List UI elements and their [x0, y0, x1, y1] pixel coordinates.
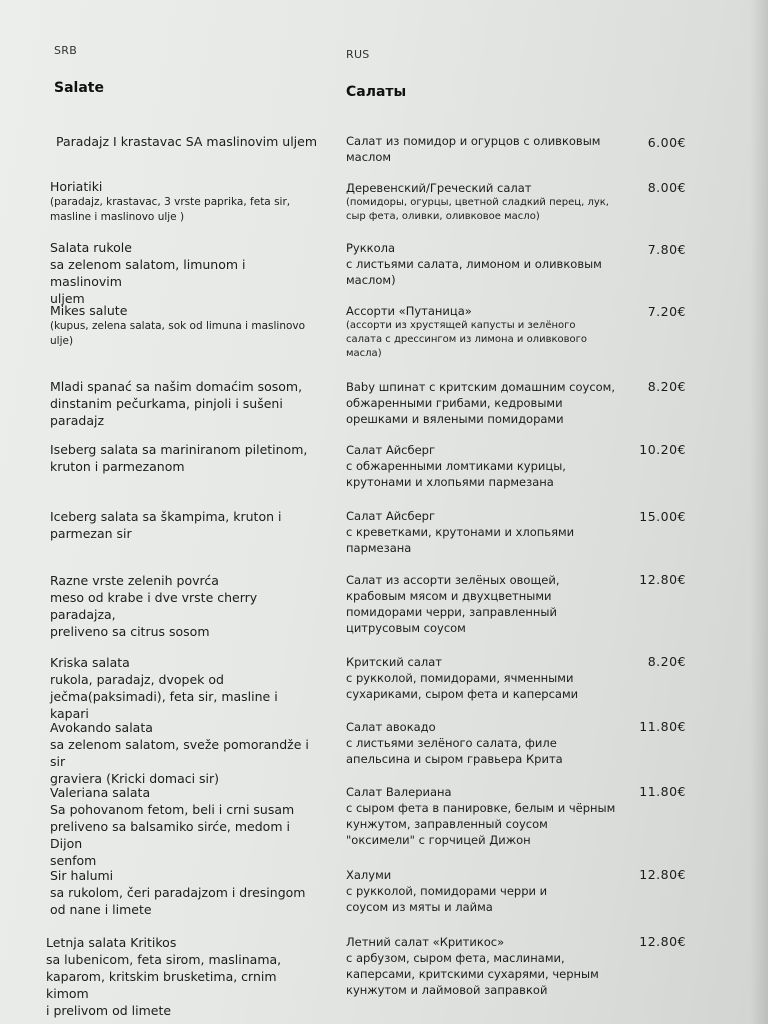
rus-dish-name: Baby шпинат с критским домашним соусом, [346, 380, 616, 394]
rus-text [346, 180, 616, 224]
srb-dish-name: Valeriana salata [50, 785, 151, 800]
rus-section-title: Салаты [346, 84, 407, 100]
srb-dish-name: Mladi spanać sa našim domaćim sosom, [50, 379, 303, 394]
rus-text [346, 240, 616, 288]
srb-dish-name: Salata rukole [50, 240, 132, 255]
rus-dish-name: Салат Айсберг [346, 443, 436, 457]
rus-dish-description: крабовым мясом и двухцветными помидорами черри, заправленный цитрусовым соусом [346, 589, 557, 635]
srb-section-title: Salate [54, 80, 104, 96]
rus-text [346, 654, 616, 702]
dish-price: 12.80€ [639, 934, 686, 949]
rus-text [346, 719, 616, 767]
srb-text [50, 572, 320, 640]
srb-text [50, 441, 320, 475]
srb-dish-description: sa rukolom, čeri paradajzom i dresingom od nane i limete [50, 885, 306, 917]
rus-dish-name: Салат Валериана [346, 785, 452, 799]
rus-dish-description: с обжаренными ломтиками курицы, крутонами и хлопьями пармезана [346, 459, 566, 489]
dish-price: 11.80€ [639, 784, 686, 799]
srb-dish-description: (paradajz, krastavac, 3 vrste paprika, feta sir, masline i maslinovo ulje ) [50, 196, 291, 223]
rus-dish-description: с арбузом, сыром фета, маслинами, каперсами, критскими сухарями, черным кунжутом и лаймовой заправкой [346, 951, 599, 997]
dish-price: 8.20€ [647, 654, 686, 669]
rus-text [346, 934, 616, 998]
dish-price: 15.00€ [639, 509, 686, 524]
rus-text [346, 133, 616, 165]
rus-text [346, 379, 616, 427]
srb-language-code: SRB [54, 44, 78, 57]
rus-text [346, 442, 616, 490]
srb-dish-name: Avokando salata [50, 720, 153, 735]
srb-text [50, 178, 320, 225]
dish-price: 7.20€ [647, 304, 686, 319]
srb-dish-name: Paradajz I krastavac SA maslinovim uljem [56, 134, 318, 149]
rus-dish-description: (ассорти из хрустящей капусты и зелёного салата с дрессингом из лимона и оливкового масла) [346, 320, 588, 359]
srb-dish-name: Razne vrste zelenih povrća [50, 573, 219, 588]
rus-dish-description: обжаренными грибами, кедровыми орешками и вялеными помидорами [346, 396, 564, 426]
rus-dish-name: Ассорти «Путаница» [346, 304, 472, 318]
srb-text [46, 934, 316, 1019]
srb-text [50, 719, 320, 787]
rus-dish-name: Деревенский/Греческий салат [346, 181, 532, 195]
srb-text [50, 239, 320, 307]
rus-text [346, 784, 616, 848]
rus-dish-name: Руккола [346, 241, 396, 255]
srb-text [50, 784, 320, 869]
srb-dish-description: kruton i parmezanom [50, 459, 185, 474]
dish-price: 12.80€ [639, 867, 686, 882]
srb-text [50, 654, 320, 722]
srb-dish-name: Mikes salute [50, 303, 128, 318]
rus-dish-name: Летний салат «Критикос» [346, 935, 505, 949]
dish-price: 8.00€ [647, 180, 686, 195]
srb-text [50, 508, 320, 542]
rus-dish-name: Салат Айсберг [346, 509, 436, 523]
srb-dish-name: Horiatiki [50, 179, 103, 194]
rus-text [346, 867, 616, 915]
rus-text [346, 508, 616, 556]
rus-dish-description: (помидоры, огурцы, цветной сладкий перец, лук, сыр фета, оливки, оливковое масло) [346, 197, 609, 222]
srb-dish-description: rukola, paradajz, dvopek od ječma(paksimadi), feta sir, masline i kapari [50, 672, 278, 721]
srb-dish-description: sa lubenicom, feta sirom, maslinama, kaparom, kritskim brusketima, crnim kimom i prelivom od limete [46, 952, 282, 1018]
rus-dish-description: с рукколой, помидорами черри и соусом из мяты и лайма [346, 884, 548, 914]
srb-dish-name: Iceberg salata sa škampima, kruton i [50, 509, 282, 524]
srb-dish-description: Sa pohovanom fetom, beli i crni susam preliveno sa balsamiko sirće, medom i Dijon senfom [50, 802, 295, 868]
dish-price: 10.20€ [639, 442, 686, 457]
srb-dish-description: sa zelenom salatom, sveže pomorandže i sir graviera (Kricki domaci sir) [50, 737, 309, 786]
srb-text [50, 302, 320, 349]
dish-price: 11.80€ [639, 719, 686, 734]
srb-text [50, 378, 320, 429]
rus-dish-name: Салат из помидор и огурцов с оливковым [346, 134, 601, 148]
rus-dish-name: Салат из ассорти зелёных овощей, [346, 573, 560, 587]
rus-dish-description: с креветками, крутонами и хлопьями пармезана [346, 525, 575, 555]
srb-dish-description: dinstanim pečurkama, pinjoli i sušeni paradajz [50, 396, 283, 428]
rus-dish-name: Халуми [346, 868, 392, 882]
rus-text [346, 303, 616, 361]
dish-price: 7.80€ [647, 242, 686, 257]
dish-price: 8.20€ [647, 379, 686, 394]
srb-dish-description: sa zelenom salatom, limunom i maslinovim uljem [50, 257, 246, 306]
rus-dish-description: с листьями зелёного салата, филе апельсина и сыром гравьера Крита [346, 736, 563, 766]
rus-text [346, 572, 616, 636]
srb-text [56, 133, 326, 150]
dish-price: 12.80€ [639, 572, 686, 587]
rus-dish-description: с листьями салата, лимоном и оливковым маслом) [346, 257, 602, 287]
rus-dish-description: маслом [346, 150, 392, 164]
srb-dish-description: (kupus, zelena salata, sok od limuna i maslinovo ulje) [50, 320, 306, 347]
rus-language-code: RUS [346, 48, 370, 61]
rus-dish-name: Критский салат [346, 655, 442, 669]
page-edge-shadow [750, 0, 768, 1024]
srb-dish-description: meso od krabe i dve vrste cherry paradajza, preliveno sa citrus sosom [50, 590, 258, 639]
srb-dish-name: Sir halumi [50, 868, 114, 883]
rus-dish-description: с рукколой, помидорами, ячменными сухариками, сыром фета и каперсами [346, 671, 579, 701]
dish-price: 6.00€ [647, 135, 686, 150]
srb-dish-name: Letnja salata Kritikos [46, 935, 177, 950]
srb-dish-name: Kriska salata [50, 655, 130, 670]
rus-dish-name: Салат авокадо [346, 720, 436, 734]
srb-text [50, 867, 320, 918]
srb-dish-description: parmezan sir [50, 526, 132, 541]
rus-dish-description: с сыром фета в панировке, белым и чёрным кунжутом, заправленный соусом "оксимели" с горчицей Дижон [346, 801, 616, 847]
srb-dish-name: Iseberg salata sa mariniranom piletinom, [50, 442, 308, 457]
